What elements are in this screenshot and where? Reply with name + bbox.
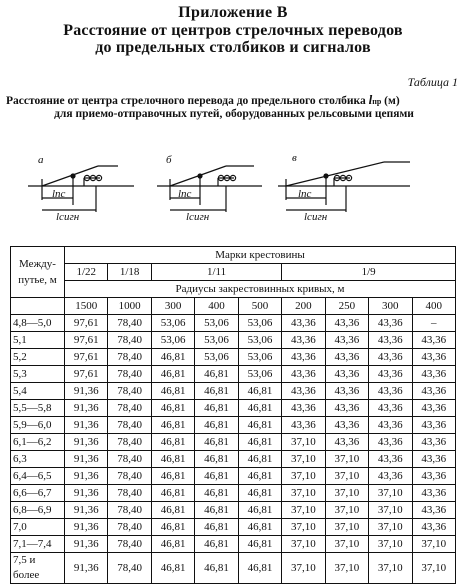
table-cell: 43,36 xyxy=(369,315,412,332)
table-cell: 43,36 xyxy=(412,417,456,434)
marks-header: Марки крестовины xyxy=(65,247,456,264)
table-cell: 91,36 xyxy=(65,400,108,417)
table-cell: 46,81 xyxy=(151,485,194,502)
table-cell: 91,36 xyxy=(65,485,108,502)
document-title-line2: до предельных столбиков и сигналов xyxy=(95,39,371,56)
table-cell: 43,36 xyxy=(282,417,325,434)
table-caption-line2: для приемо-отправочных путей, оборудованных рельсовыми цепями xyxy=(54,108,414,120)
table-cell: 53,06 xyxy=(238,332,281,349)
table-cell: 46,81 xyxy=(151,502,194,519)
table-cell: 37,10 xyxy=(369,519,412,536)
table-cell: 37,10 xyxy=(282,468,325,485)
table-cell: 43,36 xyxy=(369,383,412,400)
table-cell: 43,36 xyxy=(325,349,368,366)
row-spacing-label: 6,3 xyxy=(11,451,65,468)
radius-header-cell: 1500 xyxy=(65,298,108,315)
table-cell: 53,06 xyxy=(238,349,281,366)
table-cell: 43,36 xyxy=(325,383,368,400)
caption-text: Расстояние от центра стрелочного перевода до предельного столбика xyxy=(6,95,369,107)
table-cell: 97,61 xyxy=(65,349,108,366)
table-cell: 37,10 xyxy=(282,553,325,584)
table-cell: 46,81 xyxy=(238,383,281,400)
row-spacing-label: 6,8—6,9 xyxy=(11,502,65,519)
table-cell: 43,36 xyxy=(412,332,456,349)
table-cell: 43,36 xyxy=(282,383,325,400)
table-cell: 91,36 xyxy=(65,468,108,485)
diagram-c-label-sign: lсигн xyxy=(304,211,328,223)
table-cell: 46,81 xyxy=(151,451,194,468)
row-spacing-label: 5,9—6,0 xyxy=(11,417,65,434)
table-cell: 43,36 xyxy=(412,434,456,451)
radius-header-cell: 300 xyxy=(369,298,412,315)
table-cell: 37,10 xyxy=(325,451,368,468)
diagram-a xyxy=(28,166,134,212)
radius-header-cell: 500 xyxy=(238,298,281,315)
table-cell: 43,36 xyxy=(412,400,456,417)
table-cell: 46,81 xyxy=(195,468,238,485)
row-spacing-label: 6,6—6,7 xyxy=(11,485,65,502)
table-cell: 46,81 xyxy=(195,451,238,468)
table-row xyxy=(11,451,456,468)
table-cell: 37,10 xyxy=(369,502,412,519)
table-cell: 43,36 xyxy=(412,349,456,366)
table-cell: 78,40 xyxy=(108,451,151,468)
table-row xyxy=(11,400,456,417)
table-cell: 46,81 xyxy=(195,434,238,451)
radii-row-spacer xyxy=(11,298,65,315)
row-spacing-label: 5,5—5,8 xyxy=(11,400,65,417)
table-cell: 37,10 xyxy=(282,536,325,553)
table-cell: 37,10 xyxy=(282,485,325,502)
table-cell: 78,40 xyxy=(108,536,151,553)
table-cell: 37,10 xyxy=(282,451,325,468)
table-cell: 46,81 xyxy=(195,502,238,519)
table-cell: 91,36 xyxy=(65,451,108,468)
row-spacing-label: 6,1—6,2 xyxy=(11,434,65,451)
table-cell: 46,81 xyxy=(238,468,281,485)
table-cell: 78,40 xyxy=(108,553,151,584)
col-header-spacing-line1: Между- xyxy=(19,258,56,270)
table-cell: 97,61 xyxy=(65,332,108,349)
table-cell: 46,81 xyxy=(151,383,194,400)
table-cell: 37,10 xyxy=(369,553,412,584)
diagram-b xyxy=(157,166,262,212)
table-row xyxy=(11,366,456,383)
diagram-a-label-ps: lпс xyxy=(52,188,66,200)
table-cell: 43,36 xyxy=(325,332,368,349)
table-cell: 78,40 xyxy=(108,349,151,366)
table-cell: 37,10 xyxy=(325,502,368,519)
table-cell: 78,40 xyxy=(108,315,151,332)
table-row xyxy=(11,502,456,519)
diagram-c-label-ps: lпс xyxy=(298,188,312,200)
switch-diagrams xyxy=(0,140,466,246)
table-cell: 53,06 xyxy=(151,315,194,332)
table-cell: 43,36 xyxy=(369,332,412,349)
table-cell: 37,10 xyxy=(325,519,368,536)
table-cell: 78,40 xyxy=(108,383,151,400)
table-row xyxy=(11,434,456,451)
table-cell: 53,06 xyxy=(238,366,281,383)
table-cell: 43,36 xyxy=(412,383,456,400)
diagram-c xyxy=(278,162,410,212)
table-cell: 46,81 xyxy=(195,366,238,383)
table-cell: 91,36 xyxy=(65,553,108,584)
table-cell: 53,06 xyxy=(195,315,238,332)
table-cell: 46,81 xyxy=(151,536,194,553)
table-cell: 37,10 xyxy=(325,485,368,502)
table-caption-line1 xyxy=(6,92,462,108)
radii-header: Радиусы закрестовинных кривых, м xyxy=(65,281,456,298)
table-row xyxy=(11,519,456,536)
radius-header-cell: 1000 xyxy=(108,298,151,315)
table-cell: 43,36 xyxy=(369,434,412,451)
table-cell: 43,36 xyxy=(369,400,412,417)
table-cell: 46,81 xyxy=(151,553,194,584)
table-cell: 78,40 xyxy=(108,417,151,434)
table-cell: 43,36 xyxy=(412,468,456,485)
table-cell: 43,36 xyxy=(369,349,412,366)
table-cell: 37,10 xyxy=(282,519,325,536)
table-cell: 43,36 xyxy=(282,366,325,383)
table-cell: 46,81 xyxy=(195,536,238,553)
table-cell: 43,36 xyxy=(325,400,368,417)
table-cell: 78,40 xyxy=(108,400,151,417)
diagram-c-letter: в xyxy=(292,152,297,164)
radius-header-cell: 300 xyxy=(151,298,194,315)
table-cell: 78,40 xyxy=(108,332,151,349)
table-cell: 37,10 xyxy=(325,553,368,584)
row-spacing-label: 4,8—5,0 xyxy=(11,315,65,332)
row-spacing-label: 5,4 xyxy=(11,383,65,400)
table-cell: 46,81 xyxy=(151,434,194,451)
table-cell: – xyxy=(412,315,456,332)
table-cell: 53,06 xyxy=(151,332,194,349)
table-cell: 46,81 xyxy=(195,485,238,502)
table-cell: 46,81 xyxy=(151,417,194,434)
diagram-b-label-sign: lсигн xyxy=(186,211,210,223)
table-cell: 43,36 xyxy=(282,332,325,349)
row-spacing-label: 7,5 и более xyxy=(11,553,65,584)
table-cell: 91,36 xyxy=(65,417,108,434)
table-cell: 78,40 xyxy=(108,434,151,451)
table-cell: 43,36 xyxy=(282,315,325,332)
caption-subscript: пр xyxy=(372,97,382,106)
table-cell: 43,36 xyxy=(369,451,412,468)
row-spacing-label: 5,2 xyxy=(11,349,65,366)
table-cell: 43,36 xyxy=(282,400,325,417)
row-spacing-label: 7,0 xyxy=(11,519,65,536)
mark-1-22: 1/22 xyxy=(65,264,108,281)
table-cell: 43,36 xyxy=(412,366,456,383)
table-row xyxy=(11,485,456,502)
table-cell: 46,81 xyxy=(151,400,194,417)
table-cell: 46,81 xyxy=(238,485,281,502)
table-row xyxy=(11,315,456,332)
row-spacing-label: 7,1—7,4 xyxy=(11,536,65,553)
radius-header-cell: 400 xyxy=(195,298,238,315)
table-cell: 37,10 xyxy=(369,485,412,502)
table-cell: 37,10 xyxy=(325,468,368,485)
diagram-a-letter: а xyxy=(38,154,44,166)
table-cell: 46,81 xyxy=(151,519,194,536)
table-cell: 46,81 xyxy=(195,417,238,434)
distance-table xyxy=(10,246,456,584)
table-row xyxy=(11,417,456,434)
table-cell: 78,40 xyxy=(108,485,151,502)
col-header-spacing-line2: путье, м xyxy=(18,274,57,286)
mark-1-9: 1/9 xyxy=(282,264,456,281)
table-row xyxy=(11,332,456,349)
table-cell: 46,81 xyxy=(238,553,281,584)
table-cell: 46,81 xyxy=(151,468,194,485)
mark-1-11: 1/11 xyxy=(151,264,281,281)
table-cell: 46,81 xyxy=(238,417,281,434)
table-cell: 78,40 xyxy=(108,502,151,519)
table-cell: 37,10 xyxy=(412,536,456,553)
diagram-a-label-sign: lсигн xyxy=(56,211,80,223)
table-cell: 53,06 xyxy=(195,332,238,349)
row-spacing-label: 5,3 xyxy=(11,366,65,383)
radius-header-cell: 400 xyxy=(412,298,456,315)
table-cell: 46,81 xyxy=(151,366,194,383)
table-cell: 91,36 xyxy=(65,502,108,519)
radius-header-cell: 200 xyxy=(282,298,325,315)
table-cell: 37,10 xyxy=(412,553,456,584)
caption-symbol: l xyxy=(368,92,373,107)
table-cell: 43,36 xyxy=(412,502,456,519)
table-cell: 78,40 xyxy=(108,519,151,536)
table-row xyxy=(11,349,456,366)
table-cell: 37,10 xyxy=(282,434,325,451)
table-row xyxy=(11,468,456,485)
table-cell: 97,61 xyxy=(65,366,108,383)
table-cell: 37,10 xyxy=(325,536,368,553)
table-cell: 46,81 xyxy=(238,451,281,468)
table-cell: 43,36 xyxy=(369,417,412,434)
table-cell: 43,36 xyxy=(282,349,325,366)
row-spacing-label: 5,1 xyxy=(11,332,65,349)
table-cell: 46,81 xyxy=(195,553,238,584)
table-cell: 91,36 xyxy=(65,536,108,553)
radius-header-cell: 250 xyxy=(325,298,368,315)
col-header-spacing xyxy=(11,247,65,298)
caption-unit: (м) xyxy=(381,95,400,107)
table-cell: 43,36 xyxy=(325,417,368,434)
table-cell: 43,36 xyxy=(412,451,456,468)
table-cell: 46,81 xyxy=(238,434,281,451)
table-cell: 46,81 xyxy=(238,502,281,519)
table-cell: 46,81 xyxy=(238,519,281,536)
table-row xyxy=(11,553,456,584)
table-number: Таблица 1 xyxy=(407,75,458,89)
table-cell: 46,81 xyxy=(151,349,194,366)
table-cell: 43,36 xyxy=(325,315,368,332)
table-cell: 97,61 xyxy=(65,315,108,332)
table-row xyxy=(11,536,456,553)
table-cell: 91,36 xyxy=(65,519,108,536)
table-cell: 91,36 xyxy=(65,383,108,400)
diagram-b-letter: б xyxy=(166,154,172,166)
table-cell: 46,81 xyxy=(238,400,281,417)
table-cell: 43,36 xyxy=(412,519,456,536)
table-cell: 43,36 xyxy=(369,366,412,383)
table-cell: 78,40 xyxy=(108,468,151,485)
table-cell: 46,81 xyxy=(195,400,238,417)
appendix-title: Приложение В xyxy=(178,4,288,21)
table-cell: 53,06 xyxy=(195,349,238,366)
table-cell: 37,10 xyxy=(369,536,412,553)
table-cell: 53,06 xyxy=(238,315,281,332)
table-cell: 43,36 xyxy=(369,468,412,485)
table-cell: 43,36 xyxy=(412,485,456,502)
table-cell: 46,81 xyxy=(238,536,281,553)
table-row xyxy=(11,383,456,400)
table-cell: 91,36 xyxy=(65,434,108,451)
row-spacing-label: 6,4—6,5 xyxy=(11,468,65,485)
diagram-b-label-ps: lпс xyxy=(178,188,192,200)
table-cell: 37,10 xyxy=(282,502,325,519)
mark-1-18: 1/18 xyxy=(108,264,151,281)
document-title-line1: Расстояние от центров стрелочных переводов xyxy=(63,22,403,39)
table-cell: 78,40 xyxy=(108,366,151,383)
table-cell: 46,81 xyxy=(195,383,238,400)
table-cell: 46,81 xyxy=(195,519,238,536)
table-cell: 43,36 xyxy=(325,434,368,451)
table-cell: 43,36 xyxy=(325,366,368,383)
